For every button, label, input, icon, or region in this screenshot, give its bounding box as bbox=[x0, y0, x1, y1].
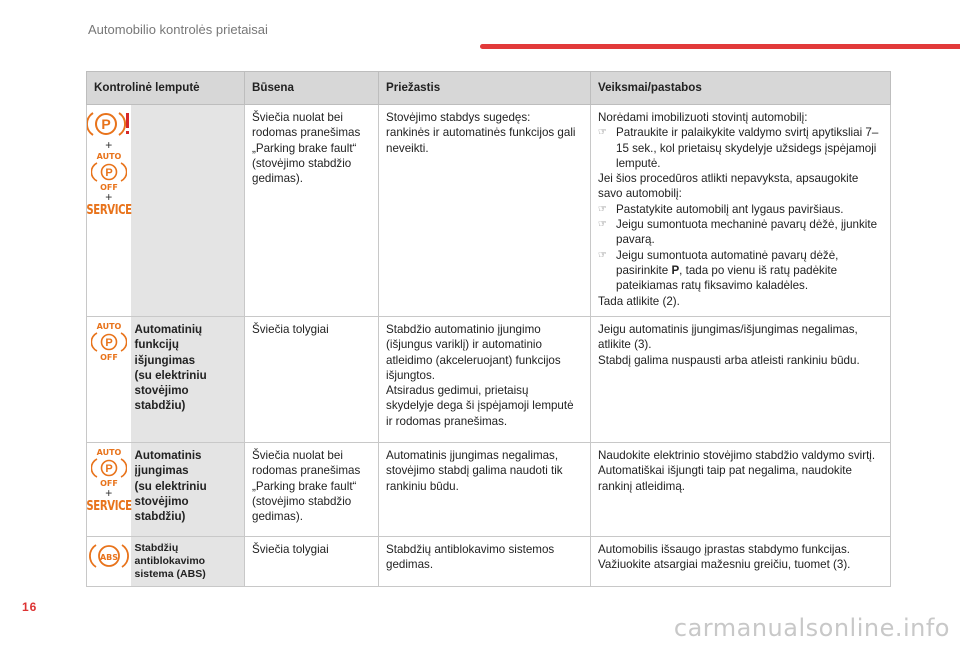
cause-line: gedimas. bbox=[386, 558, 434, 572]
cause-line: ir rodomas pranešimas. bbox=[386, 414, 508, 428]
lamp-name-cell bbox=[131, 105, 245, 317]
lamp-name-line: stabdžiu) bbox=[134, 510, 186, 524]
state-line: Šviečia nuolat bei bbox=[252, 449, 343, 462]
lamp-name-cell bbox=[131, 317, 245, 443]
lamp-icon-cell bbox=[87, 105, 131, 317]
auto-off-p-icon bbox=[91, 321, 127, 361]
cause-line: Stovėjimo stabdys sugedęs: bbox=[386, 111, 531, 124]
state-line: gedimas). bbox=[252, 510, 303, 524]
action-text: Važiuokite atsargiai mažesniu greičiu, tuomet (3). bbox=[598, 558, 851, 572]
action-text: Automobilis išsaugo įprastas stabdymo funkcijas. bbox=[598, 543, 850, 556]
action-text-part: Jeigu sumontuota automatinė pavarų dėžė, pasirinkite bbox=[616, 248, 839, 277]
cause-line: (išjungus variklį) ir automatinio bbox=[386, 338, 542, 352]
state-line: rodomas pranešimas bbox=[252, 464, 361, 478]
lamp-name-cell bbox=[131, 537, 245, 587]
lamp-name-line: stovėjimo bbox=[134, 384, 189, 398]
svg-text:OFF: OFF bbox=[99, 479, 118, 487]
header-accent-bar bbox=[480, 44, 960, 49]
svg-text:AUTO: AUTO bbox=[96, 152, 122, 161]
cause-line: rankinės ir automatinės funkcijos gali bbox=[386, 126, 576, 140]
cause-line: atleidimo (akceleruojant) funkcijos bbox=[386, 353, 561, 367]
actions-cell bbox=[591, 105, 891, 317]
auto-off-p-icon bbox=[91, 151, 127, 191]
watermark: carmanualsonline.info bbox=[673, 614, 950, 642]
lamp-name-line: įjungimas bbox=[134, 464, 189, 478]
cause-line: stovėjimo stabdį galima naudoti tik bbox=[386, 464, 563, 478]
table-row bbox=[87, 317, 891, 443]
cause-line: rankiniu būdu. bbox=[386, 479, 459, 493]
page-number: 16 bbox=[22, 600, 38, 614]
lamp-name-line: stabdžiu) bbox=[134, 399, 186, 413]
state-cell bbox=[245, 443, 379, 537]
svg-text:P: P bbox=[105, 337, 113, 349]
cause-line: išjungtos. bbox=[386, 368, 435, 382]
cause-line: neveikti. bbox=[386, 141, 429, 155]
action-bullet: ☞ Patraukite ir palaikykite valdymo svirtį apytiksliai 7–15 sek., kol prietaisų skydelyje užsidegs įspėjamoji lemputė. bbox=[598, 125, 883, 171]
lamp-name-line: stovėjimo bbox=[134, 494, 189, 508]
cause-cell bbox=[379, 443, 591, 537]
svg-text:ABS: ABS bbox=[99, 553, 118, 562]
state-line: Šviečia nuolat bei bbox=[252, 111, 343, 124]
lamp-name-line: Automatinis bbox=[134, 449, 202, 462]
cause-cell bbox=[379, 317, 591, 443]
cause-line: Atsiradus gedimui, prietaisų bbox=[386, 384, 529, 398]
lamp-icon-cell bbox=[87, 317, 131, 443]
service-icon: SERVICE bbox=[86, 499, 132, 514]
page-header-title: Automobilio kontrolės prietaisai bbox=[88, 22, 268, 37]
table-header-row bbox=[87, 72, 891, 105]
state-cell bbox=[245, 317, 379, 443]
state-line: „Parking brake fault“ bbox=[252, 479, 357, 493]
svg-text:P: P bbox=[101, 116, 111, 132]
table-row bbox=[87, 537, 891, 587]
parking-brake-fault-icon bbox=[87, 109, 131, 139]
warning-lamps-table bbox=[86, 71, 891, 587]
action-bullet bbox=[598, 248, 883, 294]
action-text: Jei šios procedūros atlikti nepavyksta, apsaugokite savo automobilį: bbox=[598, 172, 859, 201]
action-bullet: ☞ Pastatykite automobilį ant lygaus paviršiaus. bbox=[598, 202, 883, 217]
plus-sign: + bbox=[105, 138, 113, 152]
table-row bbox=[87, 105, 891, 317]
col-header-lamp: Kontrolinė lemputė bbox=[87, 72, 245, 105]
lamp-name-line: (su elektriniu bbox=[134, 479, 207, 493]
action-text: Naudokite elektrinio stovėjimo stabdžio valdymo svirtį. bbox=[598, 449, 876, 462]
state-line: „Parking brake fault“ bbox=[252, 141, 357, 155]
cause-line: Stabdžių antiblokavimo sistemos bbox=[386, 543, 555, 556]
actions-cell bbox=[591, 317, 891, 443]
actions-cell bbox=[591, 537, 891, 587]
cause-line: skydelyje dega ši įspėjamoji lemputė bbox=[386, 399, 574, 413]
svg-text:P: P bbox=[105, 463, 113, 475]
lamp-name-line: funkcijų bbox=[134, 338, 179, 352]
action-bullet: ☞ Jeigu sumontuota mechaninė pavarų dėžė, įjunkite pavarą. bbox=[598, 217, 883, 248]
svg-text:AUTO: AUTO bbox=[96, 322, 122, 331]
action-text-part: , tada po vienu iš ratų padėkite pateikiamas ratų fiksavimo kaladėles. bbox=[616, 263, 838, 293]
state-line: rodomas pranešimas bbox=[252, 126, 361, 140]
state-line: (stovėjimo stabdžio bbox=[252, 494, 352, 508]
state-line: Šviečia tolygiai bbox=[252, 323, 329, 336]
plus-sign: + bbox=[105, 190, 113, 204]
lamp-name-line: Stabdžių antiblokavimo bbox=[134, 542, 206, 567]
col-header-state: Būsena bbox=[245, 72, 379, 105]
cause-line: Automatinis įjungimas negalimas, bbox=[386, 449, 559, 462]
action-text: Automatiškai išjungti taip pat negalima, naudokite rankinį atleidimą. bbox=[598, 464, 852, 493]
state-line: (stovėjimo stabdžio bbox=[252, 156, 352, 170]
svg-text:OFF: OFF bbox=[99, 353, 118, 361]
lamp-name-line: išjungimas bbox=[134, 353, 196, 367]
lamp-icon-cell bbox=[87, 443, 131, 537]
state-cell bbox=[245, 537, 379, 587]
action-text: Stabdį galima nuspausti arba atleisti rankiniu būdu. bbox=[598, 353, 860, 367]
state-cell bbox=[245, 105, 379, 317]
svg-text:P: P bbox=[105, 167, 113, 179]
lamp-icon-cell bbox=[87, 537, 131, 587]
action-text: Tada atlikite (2). bbox=[598, 294, 680, 308]
svg-text:AUTO: AUTO bbox=[96, 448, 122, 457]
svg-text:OFF: OFF bbox=[99, 183, 118, 191]
gear-p-label: P bbox=[671, 263, 680, 277]
cause-line: Stabdžio automatinio įjungimo bbox=[386, 323, 541, 336]
auto-off-p-icon bbox=[91, 447, 127, 487]
table-row bbox=[87, 443, 891, 537]
lamp-name-line: sistema (ABS) bbox=[134, 568, 206, 580]
action-text: Jeigu automatinis įjungimas/išjungimas negalimas, atlikite (3). bbox=[598, 323, 858, 352]
cause-cell bbox=[379, 537, 591, 587]
action-text: Norėdami imobilizuoti stovintį automobilį: bbox=[598, 111, 808, 124]
cause-cell bbox=[379, 105, 591, 317]
lamp-name-cell bbox=[131, 443, 245, 537]
state-line: gedimas). bbox=[252, 172, 303, 186]
abs-icon bbox=[89, 541, 129, 571]
col-header-cause: Priežastis bbox=[379, 72, 591, 105]
plus-sign: + bbox=[105, 486, 113, 500]
actions-cell bbox=[591, 443, 891, 537]
service-icon: SERVICE bbox=[86, 203, 132, 218]
col-header-actions: Veiksmai/pastabos bbox=[591, 72, 891, 105]
state-line: Šviečia tolygiai bbox=[252, 543, 329, 556]
lamp-name-line: Automatinių bbox=[134, 323, 203, 336]
lamp-name-line: (su elektriniu bbox=[134, 368, 207, 382]
